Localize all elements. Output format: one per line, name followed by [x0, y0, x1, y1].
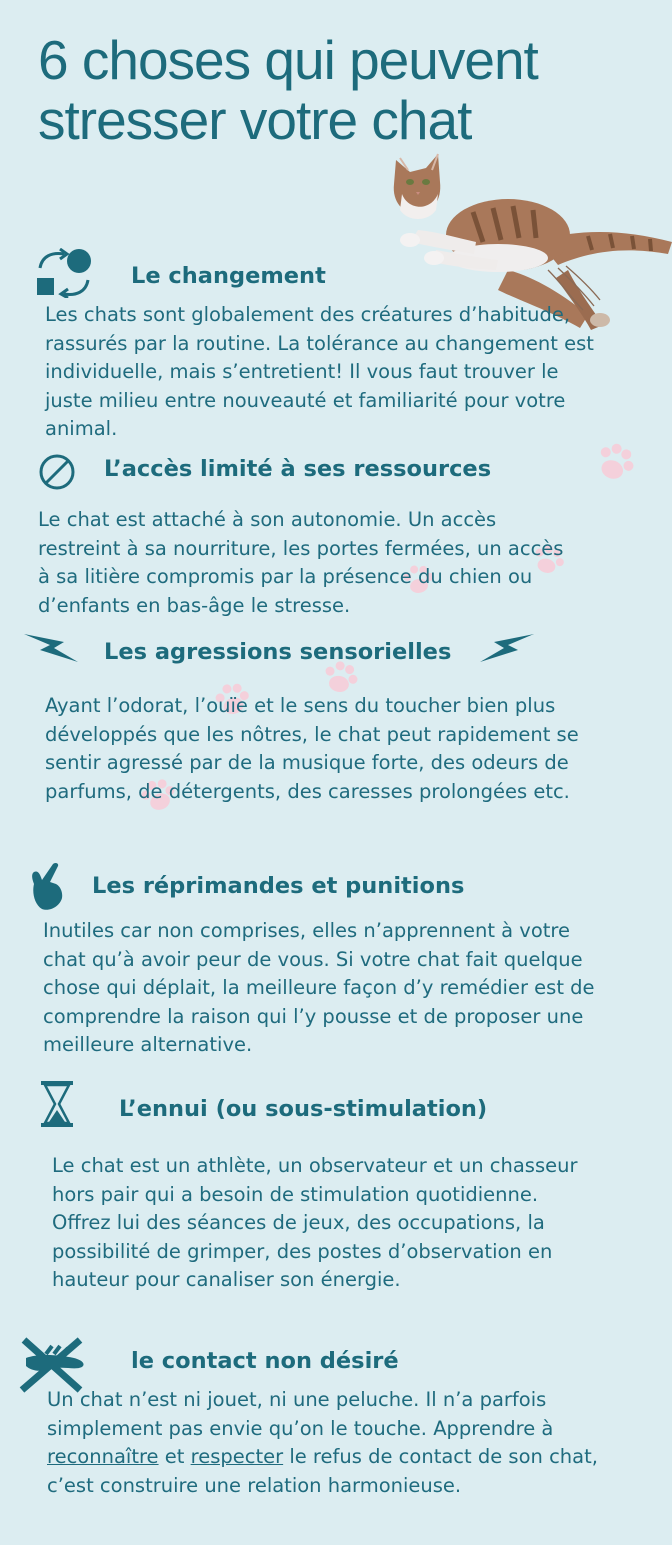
lightning-icon: [24, 632, 80, 664]
lightning-icon: [478, 632, 534, 664]
section-title-contact: le contact non désiré: [131, 1348, 399, 1374]
section-text-ennui: Le chat est un athlète, un observateur et un chasseur hors pair qui a besoin de stimulation quotidienne. Offrez lui des séances de jeux, des occupations, la possibilité de grimper, des postes d’observation en hauteur pour canaliser son énergie.: [52, 1154, 578, 1291]
respecter-link[interactable]: respecter: [190, 1445, 284, 1468]
change-arrows-icon: [36, 248, 94, 298]
text-end: le refus de contact de son chat, c’est construire une relation harmonieuse.: [47, 1445, 598, 1497]
section-text-agressions: Ayant l’odorat, l’ouïe et le sens du toucher bien plus développés que les nôtres, le chat peut rapidement se sentir agressé par de la musique forte, des odeurs de parfums, de détergents, des caresses prolongées etc.: [45, 694, 579, 803]
hourglass-icon: [40, 1080, 74, 1128]
section-title-agressions: Les agressions sensorielles: [104, 639, 452, 665]
section-text-reprimandes: Inutiles car non comprises, elles n’apprennent à votre chat qu’à avoir peur de vous. Si votre chat fait quelque chose qui déplait, la meilleure façon d’y remédier est de comprendre la raison qui l’y pousse et de proposer une meilleure alternative.: [43, 919, 595, 1056]
title-line-1: 6 choses qui peuvent: [38, 29, 538, 91]
prohibited-icon: [38, 453, 76, 491]
pointing-hand-icon: [28, 862, 66, 912]
section-text-acces: Le chat est attaché à son autonomie. Un accès restreint à sa nourriture, les portes fermées, un accès à sa litière compromis par la présence du chien ou d’enfants en bas-âge le stresse.: [38, 508, 564, 617]
reconnaitre-link[interactable]: reconnaître: [47, 1445, 159, 1468]
section-title-acces: L’accès limité à ses ressources: [104, 456, 492, 482]
title-line-2: stresser votre chat: [38, 89, 472, 151]
section-title-reprimandes: Les réprimandes et punitions: [92, 873, 465, 899]
text-start: Un chat n’est ni jouet, ni une peluche. Il n’a parfois simplement pas envie qu’on le touche. Apprendre à: [47, 1388, 554, 1440]
section-text-changement: Les chats sont globalement des créatures d’habitude, rassurés par la routine. La tolérance au changement est individuelle, mais s’entretient! Il vous faut trouver le juste milieu entre nouveauté et familiarité pour votre animal.: [45, 303, 594, 440]
section-title-changement: Le changement: [131, 263, 326, 289]
text-mid: et: [158, 1445, 191, 1468]
section-title-ennui: L’ennui (ou sous-stimulation): [119, 1096, 488, 1122]
section-text-contact: [47, 1386, 607, 1500]
